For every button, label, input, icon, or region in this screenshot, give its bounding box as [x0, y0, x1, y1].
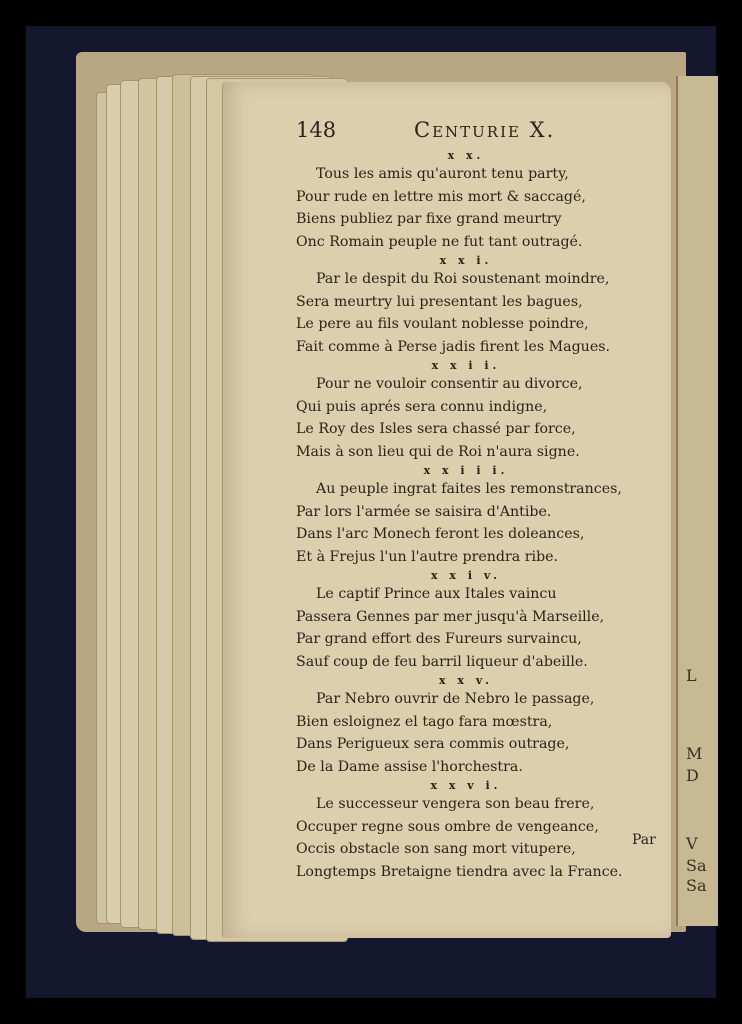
- verse-line: Onc Romain peuple ne fut tant outragé.: [296, 233, 583, 250]
- facing-page-fragment: Sa: [686, 856, 707, 875]
- verse-line: Pour ne vouloir consentir au divorce,: [316, 376, 583, 392]
- page-header: [296, 118, 666, 148]
- verse-line: Bien esloignez el tago fara mœstra,: [296, 713, 553, 730]
- verse-line: Pour rude en lettre mis mort & saccagé,: [296, 188, 586, 205]
- page-text: [296, 118, 666, 883]
- verse-line: Qui puis aprés sera connu indigne,: [296, 398, 548, 415]
- verse-line: Au peuple ingrat faites les remonstrances,: [316, 481, 622, 497]
- verse-line: Et à Frejus l'un l'autre prendra ribe.: [296, 548, 559, 565]
- verse-line: Le captif Prince aux Itales vaincu: [316, 586, 557, 602]
- verse-line: Biens publiez par fixe grand meurtry: [296, 211, 562, 227]
- verse-line: Longtemps Bretaigne tiendra avec la France.: [296, 863, 623, 880]
- verse-line: Par lors l'armée se saisira d'Antibe.: [296, 503, 552, 520]
- quatrain-numeral: x x i.: [439, 254, 493, 267]
- catchword: Par: [632, 832, 656, 848]
- verse-line: Par Nebro ouvrir de Nebro le passage,: [316, 691, 595, 707]
- verse-line: Par grand effort des Fureurs survaincu,: [296, 631, 582, 647]
- facing-page-fragment: M: [686, 744, 703, 763]
- facing-page-fragment: L: [686, 666, 697, 685]
- quatrain-numeral: x x i i.: [431, 359, 501, 372]
- verse-line: Tous les amis qu'auront tenu party,: [316, 166, 569, 182]
- verse-line: Sauf coup de feu barril liqueur d'abeille.: [296, 653, 588, 670]
- facing-page-fragment: D: [686, 766, 699, 785]
- verse-line: Le pere au fils voulant noblesse poindre,: [296, 316, 589, 332]
- quatrain-numeral: x x i v.: [431, 569, 501, 582]
- verse-line: Dans l'arc Monech feront les doleances,: [296, 526, 585, 542]
- verse-line: Fait comme à Perse jadis firent les Magues.: [296, 338, 611, 355]
- verse-line: Passera Gennes par mer jusqu'à Marseille,: [296, 608, 605, 625]
- verse-line: Sera meurtry lui presentant les bagues,: [296, 293, 583, 310]
- verse-line: De la Dame assise l'horchestra.: [296, 758, 523, 775]
- page-number: 148: [296, 118, 337, 142]
- facing-page-fragment: V: [686, 834, 698, 853]
- quatrain-numeral: x x.: [447, 149, 485, 162]
- verse-line: Dans Perigueux sera commis outrage,: [296, 736, 570, 752]
- quatrain-numeral: x x v.: [439, 674, 493, 687]
- verse-line: Mais à son lieu qui de Roi n'aura signe.: [296, 443, 580, 460]
- facing-page: [676, 76, 718, 926]
- verse-line: Occis obstacle son sang mort vitupere,: [296, 841, 576, 857]
- quatrain-numeral: x x v i.: [430, 779, 502, 792]
- verse-line: Le successeur vengera son beau frere,: [316, 796, 595, 812]
- quatrain-numeral: x x i i i.: [423, 464, 509, 477]
- running-head: Centurie X.: [414, 118, 556, 142]
- verse-line: Par le despit du Roi soustenant moindre,: [316, 271, 610, 287]
- verse-line: Occuper regne sous ombre de vengeance,: [296, 818, 599, 835]
- verse-line: Le Roy des Isles sera chassé par force,: [296, 421, 576, 437]
- facing-page-fragment: Sa: [686, 876, 707, 895]
